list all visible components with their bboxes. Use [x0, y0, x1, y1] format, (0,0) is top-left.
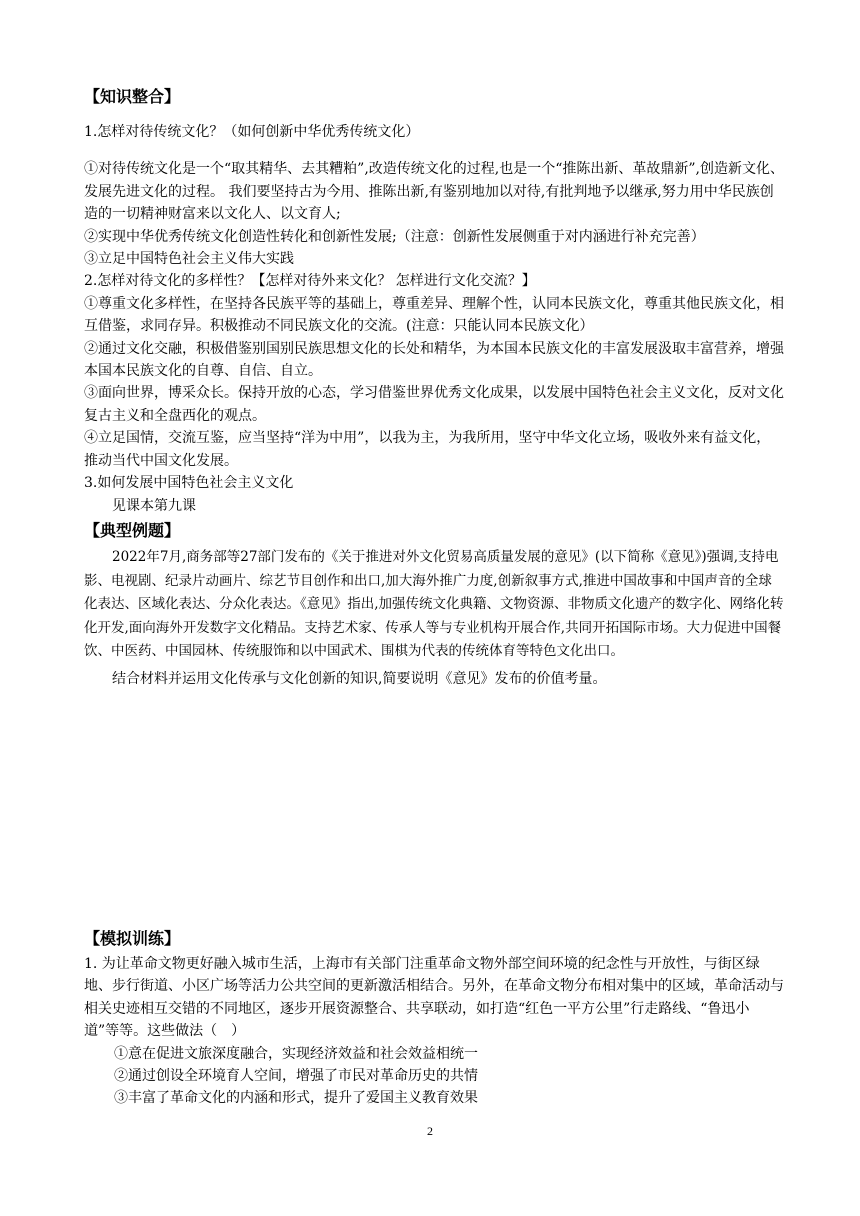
heading-knowledge-integration: 【知识整合】	[84, 87, 181, 106]
training-option-3: ③丰富了革命文化的内涵和形式，提升了爱国主义教育效果	[114, 1090, 478, 1107]
training-option-2: ②通过创设全环境育人空间，增强了市民对革命历史的共情	[114, 1068, 478, 1085]
question-2-title: 2.怎样对待文化的多样性？【怎样对待外来文化？ 怎样进行文化交流？】	[84, 273, 536, 290]
knowledge-section	[84, 121, 784, 517]
training-option-1: ①意在促进文旅深度融合，实现经济效益和社会效益相统一	[114, 1045, 478, 1062]
answer-1-point-1: ①对待传统文化是一个“取其精华、去其糟粕”,改造传统文化的过程,也是一个“推陈出新、革故鼎新”,创造新文化、发展先进文化的过程。 我们要坚持古为今用、推陈出新,有鉴别地加以对待,有批判地予以继承,努力用中华民族创造的一切精神财富来以文化人、以文育人;	[84, 161, 784, 223]
answer-1-point-3: ③立足中国特色社会主义伟大实践	[84, 251, 294, 268]
example-section	[84, 546, 784, 690]
training-section	[84, 953, 784, 1110]
answer-2-point-1: ①尊重文化多样性，在坚持各民族平等的基础上，尊重差异、理解个性，认同本民族文化，尊重其他民族文化，相互借鉴，求同存异。积极推动不同民族文化的交流。(注意：只能认同本民族文化）	[84, 295, 784, 335]
training-question-1: 1. 为让革命文物更好融入城市生活，上海市有关部门注重革命文物外部空间环境的纪念性与开放性，与街区绿地、步行街道、小区广场等活力公共空间的更新激活相结合。另外，在革命文物分布相对集中的区域，革命活动与相关史迹相互交错的不同地区，逐步开展资源整合、共享联动，如打造“红色一平方公里”行走路线、“鲁迅小道”等等。这些做法（ ）	[84, 956, 784, 1040]
question-3-title: 3.如何发展中国特色社会主义文化	[84, 475, 294, 492]
heading-simulation-training: 【模拟训练】	[84, 929, 181, 948]
answer-2-point-3: ③面向世界，博采众长。保持开放的心态，学习借鉴世界优秀文化成果，以发展中国特色社会主义文化，反对文化复古主义和全盘西化的观点。	[84, 385, 784, 424]
question-1-title: 1.怎样对待传统文化？（如何创新中华优秀传统文化）	[84, 124, 420, 140]
answer-1-point-2: ②实现中华优秀传统文化创造性转化和创新性发展;（注意：创新性发展侧重于对内涵进行补充完善）	[84, 228, 705, 245]
heading-typical-examples: 【典型例题】	[84, 521, 181, 540]
page-number: 2	[427, 1124, 433, 1138]
answer-2-point-4: ④立足国情，交流互鉴，应当坚持“洋为中用”，以我为主，为我所用，坚守中华文化立场，吸收外来有益文化，推动当代中国文化发展。	[84, 430, 771, 469]
answer-3-text: 见课本第九课	[112, 497, 196, 514]
example-material: 2022年7月,商务部等27部门发布的《关于推进对外文化贸易高质量发展的意见》(以下简称《意见》)强调,支持电影、电视剧、纪录片动画片、综艺节目创作和出口,加大海外推广力度,创新叙事方式,推进中国故事和中国声音的全球化表达、区域化表达、分众化表达。《意见》指出,加强传统文化典籍、文物资源、非物质文化遗产的数字化、网络化转化开发,面向海外开发数字文化精品。支持艺术家、传承人等与专业机构开展合作,共同开拓国际市场。大力促进中国餐饮、中医药、中国园林、传统服饰和以中国武术、围棋为代表的传统体育等特色文化出口。	[84, 549, 784, 659]
example-question: 结合材料并运用文化传承与文化创新的知识,简要说明《意见》发布的价值考量。	[112, 670, 607, 687]
answer-2-point-2: ②通过文化交融，积极借鉴别国别民族思想文化的长处和精华，为本国本民族文化的丰富发展汲取丰富营养，增强本国本民族文化的自尊、自信、自立。	[84, 340, 784, 380]
